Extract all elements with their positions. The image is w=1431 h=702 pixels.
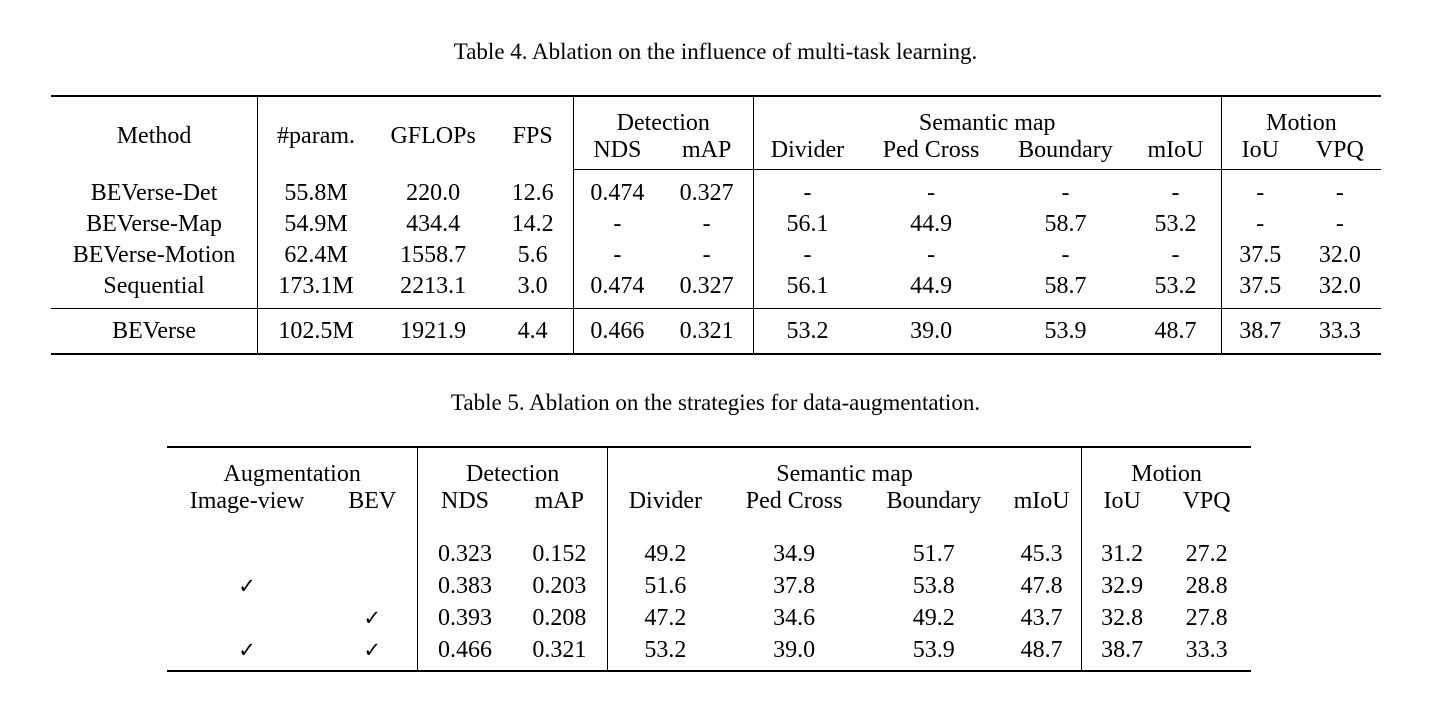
ped-cross-cell: 39.0 [773,637,816,663]
table4-header-fps: FPS [492,96,573,170]
divider-cell: 56.1 [753,271,861,309]
nds-cell: 0.466 [590,318,645,344]
boundary-cell: 51.7 [912,541,955,567]
divider-cell: 53.2 [786,318,829,344]
vpq-cell: 32.0 [1299,271,1381,309]
fps-cell: 5.6 [492,240,573,271]
table4-header-motion: Motion [1266,110,1337,136]
image-view-check-cell [167,538,327,570]
table4-header-divider: Divider [753,137,861,170]
vpq-cell: 27.8 [1185,605,1228,631]
vpq-cell: 32.0 [1318,242,1361,268]
table4-caption: Table 4. Ablation on the influence of multi-task learning. [453,39,978,64]
ped-cross-cell: 34.6 [773,605,816,631]
table4-header-detection: Detection [574,96,754,137]
iou-cell: - [1256,211,1265,237]
bev-check-cell [327,570,418,602]
method-cell: Sequential [51,271,258,309]
boundary-cell: 53.8 [912,573,955,599]
table4-header-gflops: GFLOPs [390,122,476,149]
ped-cross-cell: 34.9 [773,541,816,567]
miou-cell: 48.7 [1130,309,1221,355]
miou-cell: 48.7 [1002,634,1082,671]
miou-cell: 47.8 [1002,570,1082,602]
table4-header-ped-cross: Ped Cross [861,137,1000,170]
iou-cell: - [1256,180,1265,206]
table4-header-boundary: Boundary [1001,137,1130,170]
iou-cell: 37.5 [1239,242,1282,268]
method-cell: BEVerse [51,309,258,355]
map-cell: - [661,209,753,240]
nds-cell: 0.474 [574,271,661,309]
param-cell: 55.8M [284,179,348,206]
bev-check-cell [327,538,418,570]
table5-header-motion: Motion [1131,461,1202,487]
iou-cell: 32.8 [1101,605,1144,631]
ped-cross-cell: 44.9 [910,211,953,237]
table4-header-miou: mIoU [1130,137,1221,170]
iou-cell: 38.7 [1101,637,1144,663]
divider-cell: 51.6 [644,573,687,599]
nds-cell: 0.323 [438,541,492,567]
bev-check-cell: ✓ [327,602,418,634]
table4-header-map: mAP [661,137,753,170]
divider-cell: 56.1 [786,211,829,237]
boundary-cell: 49.2 [912,605,955,631]
divider-cell: 47.2 [644,605,687,631]
gflops-cell: 1558.7 [400,242,467,268]
table5-header-nds: NDS [440,488,489,514]
nds-cell: - [613,211,622,237]
vpq-cell: 33.3 [1318,318,1361,344]
map-cell: 0.327 [661,271,753,309]
table-row [167,602,1251,634]
fps-cell: 4.4 [492,309,573,355]
table5-header-vpq: VPQ [1182,488,1231,514]
table-row [167,634,1251,671]
map-cell: - [661,240,753,271]
param-cell: 62.4M [284,242,348,268]
table4-header-method: Method [51,96,258,170]
table-row [51,271,1381,309]
table-row [51,240,1381,271]
table4-header-iou: IoU [1221,137,1298,170]
vpq-cell: 27.2 [1185,541,1228,567]
table5-header-iou: IoU [1103,488,1141,514]
fps-cell: 3.0 [492,271,573,309]
ped-cross-cell: 37.8 [773,573,816,599]
miou-cell: 53.2 [1130,271,1221,309]
table4-header-vpq: VPQ [1299,137,1381,170]
miou-cell: - [1130,240,1221,271]
miou-cell: 43.7 [1002,602,1082,634]
map-cell: 0.208 [512,602,608,634]
image-view-check-cell [167,602,327,634]
table5-header-divider: Divider [628,488,703,514]
vpq-cell: 33.3 [1185,637,1228,663]
boundary-cell: - [1061,180,1070,206]
method-cell: BEVerse-Map [51,209,258,240]
param-cell: 102.5M [278,318,354,344]
map-cell: 0.152 [512,538,608,570]
ped-cross-cell: 39.0 [910,318,953,344]
param-cell: 54.9M [284,211,348,237]
table-row [51,170,1381,210]
boundary-cell: 58.7 [1001,271,1130,309]
map-cell: 0.203 [512,570,608,602]
boundary-cell: 53.9 [912,637,955,663]
table4-header-semantic-map: Semantic map [753,96,1221,137]
table5-header-bev: BEV [327,488,418,526]
ped-cross-cell: - [927,180,936,206]
table-row [167,570,1251,602]
map-cell: 0.321 [512,634,608,671]
divider-cell: 49.2 [644,541,687,567]
table5-header-augmentation: Augmentation [167,447,418,488]
method-cell: BEVerse-Motion [51,240,258,271]
table5-header-boundary: Boundary [886,488,982,514]
table4-header-nds: NDS [574,137,661,170]
param-cell: 173.1M [258,271,374,309]
gflops-cell: 220.0 [406,179,461,206]
nds-cell: 0.393 [438,605,492,631]
gflops-cell: 434.4 [406,211,461,237]
iou-cell: 31.2 [1101,541,1144,567]
table5-header-detection: Detection [418,447,608,488]
miou-cell: - [1130,170,1221,210]
table5-header-miou: mIoU [1002,488,1082,526]
fps-cell: 12.6 [492,170,573,210]
iou-cell: 38.7 [1239,318,1282,344]
table5-header-image-view: Image-view [189,488,305,514]
divider-cell: - [803,180,812,206]
table-row [167,538,1251,570]
table-row [51,209,1381,240]
table-row [51,309,1381,355]
image-view-check-cell: ✓ [238,638,256,662]
vpq-cell: - [1335,180,1344,206]
vpq-cell: 28.8 [1185,573,1228,599]
nds-cell: 0.466 [438,637,492,663]
boundary-cell: 53.9 [1044,318,1087,344]
nds-cell: 0.383 [438,573,492,599]
table5-header-ped-cross: Ped Cross [745,488,843,514]
boundary-cell: - [1061,242,1070,268]
divider-cell: - [803,242,812,268]
table5 [167,446,1251,672]
miou-cell: 45.3 [1002,538,1082,570]
table4 [51,95,1381,355]
gflops-cell: 1921.9 [400,318,467,344]
iou-cell: 32.9 [1101,573,1144,599]
map-cell: 0.327 [661,170,753,210]
image-view-check-cell: ✓ [238,574,256,598]
bev-check-cell: ✓ [327,634,418,671]
miou-cell: 53.2 [1130,209,1221,240]
vpq-cell: - [1335,211,1344,237]
ped-cross-cell: - [927,242,936,268]
divider-cell: 53.2 [644,637,687,663]
nds-cell: 0.474 [590,180,645,206]
table5-header-map: mAP [512,488,608,526]
iou-cell: 37.5 [1221,271,1298,309]
table5-caption: Table 5. Ablation on the strategies for data-augmentation. [450,390,981,415]
method-cell: BEVerse-Det [51,170,258,210]
table5-header-semantic-map: Semantic map [608,447,1082,488]
ped-cross-cell: 44.9 [861,271,1000,309]
fps-cell: 14.2 [492,209,573,240]
boundary-cell: 58.7 [1044,211,1087,237]
table4-header-param: #param. [277,122,356,149]
gflops-cell: 2213.1 [374,271,492,309]
nds-cell: - [613,242,622,268]
map-cell: 0.321 [661,309,753,355]
